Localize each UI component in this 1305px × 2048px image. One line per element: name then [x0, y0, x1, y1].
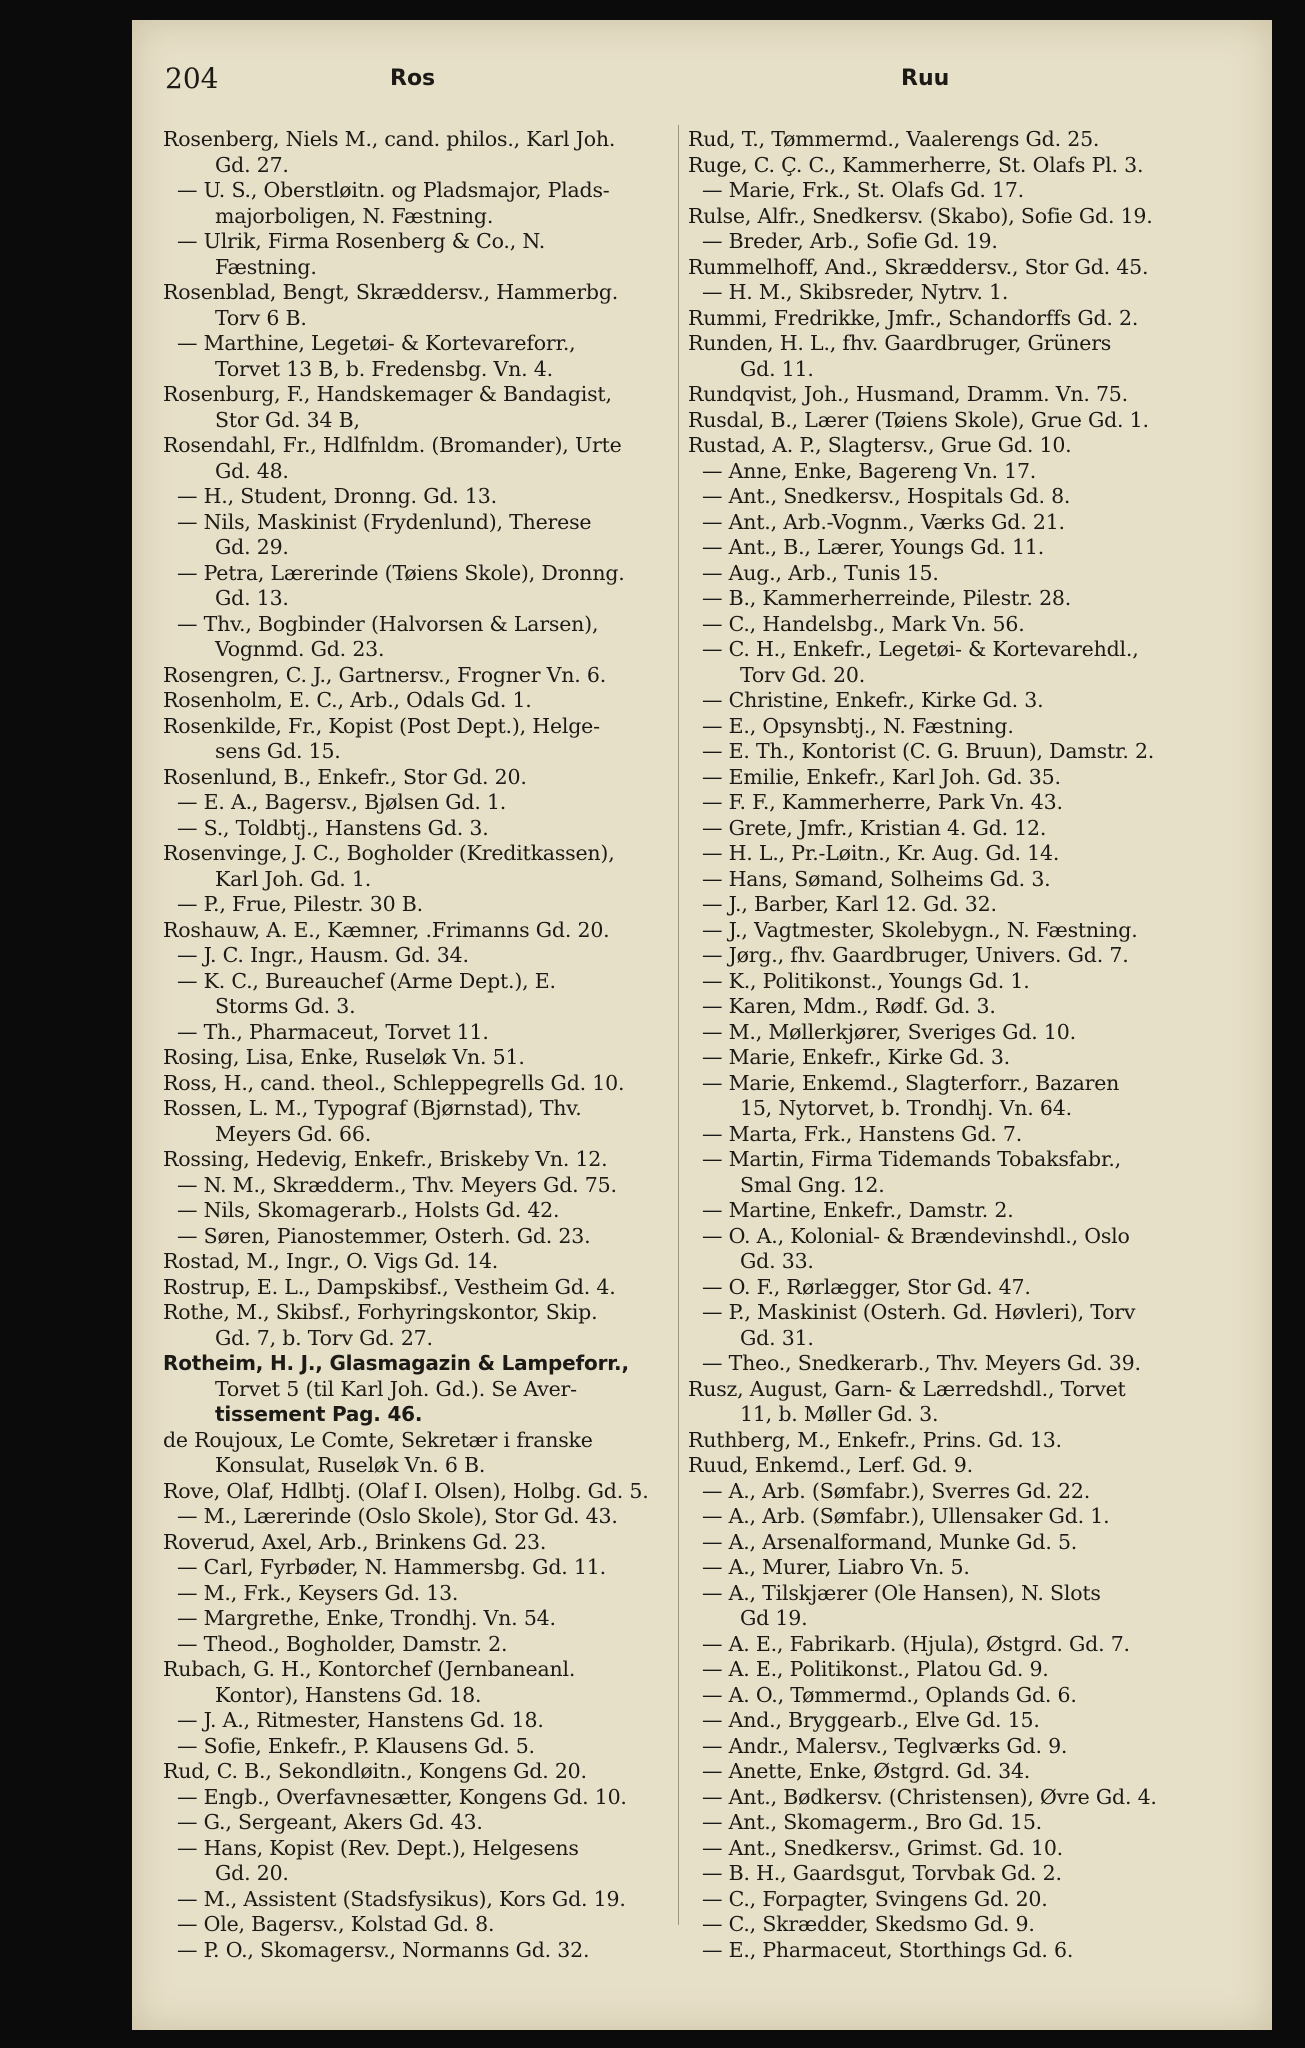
directory-line: — B. H., Gaardsgut, Torvbak Gd. 2.	[702, 1861, 1062, 1885]
directory-line: Torv 6 B.	[215, 305, 307, 330]
directory-line: tissement Pag. 46.	[215, 1402, 423, 1426]
directory-line: — Ant., Skomagerm., Bro Gd. 15.	[702, 1810, 1042, 1834]
directory-line: — Ant., Bødkersv. (Christensen), Øvre Gd. 4.	[702, 1784, 1157, 1809]
directory-line: — J., Vagtmester, Skolebygn., N. Fæstning.	[702, 917, 1138, 942]
directory-line: sens Gd. 15.	[215, 739, 341, 763]
directory-line: Rostrup, E. L., Dampskibsf., Vestheim Gd. 4.	[163, 1274, 616, 1299]
directory-line: — C., Handelsbg., Mark Vn. 56.	[702, 611, 1025, 636]
directory-line: — N. M., Skrædderm., Thv. Meyers Gd. 75.	[177, 1172, 617, 1197]
directory-line: — A. E., Politikonst., Platou Gd. 9.	[702, 1657, 1049, 1681]
directory-line: Gd 19.	[740, 1606, 808, 1630]
directory-line: — Petra, Lærerinde (Tøiens Skole), Dronng.	[177, 560, 625, 585]
left-column	[163, 127, 673, 1963]
directory-line: — G., Sergeant, Akers Gd. 43.	[177, 1810, 483, 1834]
directory-line: — C., Skrædder, Skedsmo Gd. 9.	[702, 1912, 1035, 1936]
directory-line: Rummi, Fredrikke, Jmfr., Schandorffs Gd. 2.	[688, 305, 1139, 330]
directory-line: Rothe, M., Skibsf., Forhyringskontor, Skip.	[163, 1300, 598, 1324]
directory-line: — J., Barber, Karl 12. Gd. 32.	[702, 892, 997, 916]
directory-line: Rosenberg, Niels M., cand. philos., Karl Joh.	[163, 127, 616, 151]
directory-line: Stor Gd. 34 B,	[215, 407, 360, 432]
directory-line: — K., Politikonst., Youngs Gd. 1.	[702, 968, 1030, 993]
directory-line: Ruud, Enkemd., Lerf. Gd. 9.	[688, 1453, 973, 1477]
directory-line: Rustad, A. P., Slagtersv., Grue Gd. 10.	[688, 433, 1072, 457]
directory-line: — Nils, Skomagerarb., Holsts Gd. 42.	[177, 1198, 560, 1222]
directory-line: Konsulat, Ruseløk Vn. 6 B.	[215, 1453, 486, 1477]
directory-line: Gd. 13.	[215, 586, 289, 610]
directory-line: Rosenlund, B., Enkefr., Stor Gd. 20.	[163, 764, 527, 789]
directory-line: Rundqvist, Joh., Husmand, Dramm. Vn. 75.	[688, 382, 1128, 406]
directory-line: — A., Arsenalformand, Munke Gd. 5.	[702, 1529, 1078, 1554]
directory-line: Gd. 27.	[215, 152, 289, 177]
directory-line: 11, b. Møller Gd. 3.	[740, 1402, 939, 1426]
directory-line: — J. A., Ritmester, Hanstens Gd. 18.	[177, 1708, 544, 1732]
directory-line: — C. H., Enkefr., Legetøi- & Kortevarehdl.,	[702, 637, 1139, 661]
directory-line: — A., Arb. (Sømfabr.), Sverres Gd. 22.	[702, 1478, 1091, 1503]
right-guide-word: Ruu	[901, 66, 950, 91]
directory-line: — Martin, Firma Tidemands Tobaksfabr.,	[702, 1147, 1121, 1171]
directory-line: — Margrethe, Enke, Trondhj. Vn. 54.	[177, 1606, 556, 1630]
directory-line: — P., Frue, Pilestr. 30 B.	[177, 892, 423, 916]
directory-line: Smal Gng. 12.	[740, 1172, 885, 1197]
directory-line: Ruthberg, M., Enkefr., Prins. Gd. 13.	[688, 1427, 1062, 1452]
directory-line: — H. M., Skibsreder, Nytrv. 1.	[702, 280, 1009, 304]
directory-line: — E., Opsynsbtj., N. Fæstning.	[702, 713, 1014, 738]
directory-line: — K. C., Bureauchef (Arme Dept.), E.	[177, 968, 556, 993]
directory-line: — Ant., Arb.-Vognm., Værks Gd. 21.	[702, 509, 1065, 534]
directory-line: Gd. 20.	[215, 1861, 289, 1885]
directory-line: Gd. 48.	[215, 458, 289, 483]
directory-line: — Søren, Pianostemmer, Osterh. Gd. 23.	[177, 1223, 591, 1248]
directory-line: Rosenblad, Bengt, Skræddersv., Hammerbg.	[163, 280, 619, 304]
directory-line: Rosenholm, E. C., Arb., Odals Gd. 1.	[163, 688, 532, 712]
directory-line: Rusdal, B., Lærer (Tøiens Skole), Grue Gd. 1.	[688, 407, 1149, 432]
directory-line: Gd. 11.	[740, 356, 814, 381]
directory-line: — S., Toldbtj., Hanstens Gd. 3.	[177, 815, 489, 840]
directory-line: — H., Student, Dronng. Gd. 13.	[177, 484, 497, 508]
directory-line: Torv Gd. 20.	[740, 662, 866, 687]
directory-line: — E. Th., Kontorist (C. G. Bruun), Damstr. 2.	[702, 739, 1155, 763]
directory-line: — J. C. Ingr., Hausm. Gd. 34.	[177, 943, 469, 967]
directory-line: Torvet 13 B, b. Fredensbg. Vn. 4.	[215, 356, 553, 381]
directory-line: Roverud, Axel, Arb., Brinkens Gd. 23.	[163, 1529, 547, 1554]
directory-line: Rossen, L. M., Typograf (Bjørnstad), Thv.	[163, 1096, 582, 1120]
directory-line: Vognmd. Gd. 23.	[215, 637, 385, 661]
directory-line: Rud, T., Tømmermd., Vaalerengs Gd. 25.	[688, 127, 1100, 151]
directory-line: Runden, H. L., fhv. Gaardbruger, Grüners	[688, 331, 1112, 355]
directory-line: — Anne, Enke, Bagereng Vn. 17.	[702, 458, 1037, 483]
directory-line: Roshauw, A. E., Kæmner, .Frimanns Gd. 20.	[163, 917, 610, 942]
directory-line: Meyers Gd. 66.	[215, 1121, 372, 1146]
directory-line: — U. S., Oberstløitn. og Pladsmajor, Plads-	[177, 178, 610, 202]
directory-line: — Marie, Frk., St. Olafs Gd. 17.	[702, 178, 1025, 202]
directory-line: Gd. 29.	[215, 535, 289, 559]
directory-line: Rossing, Hedevig, Enkefr., Briskeby Vn. 12.	[163, 1147, 608, 1171]
directory-line: — B., Kammerherreinde, Pilestr. 28.	[702, 586, 1072, 610]
directory-line: — Marthine, Legetøi- & Kortevareforr.,	[177, 331, 576, 355]
directory-line: Rosenkilde, Fr., Kopist (Post Dept.), Helge-	[163, 713, 600, 738]
directory-line: Karl Joh. Gd. 1.	[215, 866, 372, 891]
directory-line: — O. F., Rørlægger, Stor Gd. 47.	[702, 1274, 1031, 1299]
directory-line: — A. E., Fabrikarb. (Hjula), Østgrd. Gd. 7.	[702, 1631, 1130, 1656]
directory-line: majorboligen, N. Fæstning.	[215, 203, 494, 228]
directory-line: — Karen, Mdm., Rødf. Gd. 3.	[702, 994, 996, 1018]
directory-line: Gd. 33.	[740, 1249, 814, 1273]
directory-line: — Jørg., fhv. Gaardbruger, Univers. Gd. 7.	[702, 943, 1129, 967]
column-divider	[678, 125, 679, 1925]
directory-line: Rulse, Alfr., Snedkersv. (Skabo), Sofie Gd. 19.	[688, 203, 1153, 228]
directory-line: Rostad, M., Ingr., O. Vigs Gd. 14.	[163, 1249, 499, 1273]
directory-line: — A., Murer, Liabro Vn. 5.	[702, 1555, 970, 1579]
directory-line: — Carl, Fyrbøder, N. Hammersbg. Gd. 11.	[177, 1555, 606, 1579]
directory-line: Torvet 5 (til Karl Joh. Gd.). Se Aver-	[215, 1376, 577, 1401]
directory-line: — A., Tilskjærer (Ole Hansen), N. Slots	[702, 1580, 1101, 1605]
directory-line: — Nils, Maskinist (Frydenlund), Therese	[177, 509, 592, 534]
page-number: 204	[165, 62, 219, 95]
directory-line: — Marie, Enkemd., Slagterforr., Bazaren	[702, 1070, 1120, 1095]
directory-line: — M., Assistent (Stadsfysikus), Kors Gd. 19.	[177, 1886, 626, 1911]
directory-line: — Ant., B., Lærer, Youngs Gd. 11.	[702, 535, 1045, 559]
directory-line: — Ulrik, Firma Rosenberg & Co., N.	[177, 229, 546, 253]
directory-line: Rotheim, H. J., Glasmagazin & Lampeforr.,	[163, 1351, 629, 1375]
directory-line: — O. A., Kolonial- & Brændevinshdl., Oslo	[702, 1223, 1130, 1248]
directory-line: — Sofie, Enkefr., P. Klausens Gd. 5.	[177, 1733, 535, 1758]
directory-line: Rosengren, C. J., Gartnersv., Frogner Vn. 6.	[163, 662, 607, 687]
directory-line: — M., Frk., Keysers Gd. 13.	[177, 1580, 459, 1605]
directory-line: — Ant., Snedkersv., Grimst. Gd. 10.	[702, 1835, 1063, 1860]
directory-line: — Hans, Sømand, Solheims Gd. 3.	[702, 866, 1051, 891]
right-column	[688, 127, 1198, 1963]
directory-line: — A. O., Tømmermd., Oplands Gd. 6.	[702, 1682, 1077, 1707]
directory-line: Rosenvinge, J. C., Bogholder (Kreditkassen),	[163, 841, 615, 865]
directory-line: — Theo., Snedkerarb., Thv. Meyers Gd. 39.	[702, 1351, 1141, 1375]
directory-line: — Grete, Jmfr., Kristian 4. Gd. 12.	[702, 815, 1047, 840]
directory-line: — Marta, Frk., Hanstens Gd. 7.	[702, 1121, 1023, 1146]
directory-line: — Marie, Enkefr., Kirke Gd. 3.	[702, 1045, 1010, 1069]
directory-line: — E. A., Bagersv., Bjølsen Gd. 1.	[177, 790, 507, 814]
directory-line: — Breder, Arb., Sofie Gd. 19.	[702, 229, 998, 253]
directory-line: Storms Gd. 3.	[215, 994, 356, 1018]
directory-line: Rud, C. B., Sekondløitn., Kongens Gd. 20.	[163, 1759, 587, 1783]
directory-line: — Th., Pharmaceut, Torvet 11.	[177, 1019, 489, 1044]
directory-line: — Ant., Snedkersv., Hospitals Gd. 8.	[702, 484, 1071, 508]
left-guide-word: Ros	[390, 66, 436, 91]
directory-line: — Emilie, Enkefr., Karl Joh. Gd. 35.	[702, 764, 1061, 789]
directory-line: Rosing, Lisa, Enke, Ruseløk Vn. 51.	[163, 1045, 525, 1069]
directory-line: Rosenburg, F., Handskemager & Bandagist,	[163, 382, 612, 406]
directory-line: 15, Nytorvet, b. Trondhj. Vn. 64.	[740, 1096, 1072, 1120]
directory-line: — A., Arb. (Sømfabr.), Ullensaker Gd. 1.	[702, 1504, 1110, 1528]
page-header	[165, 62, 1195, 102]
directory-line: — Anette, Enke, Østgrd. Gd. 34.	[702, 1759, 1031, 1783]
directory-line: Fæstning.	[215, 254, 317, 279]
directory-line: — M., Møllerkjører, Sveriges Gd. 10.	[702, 1019, 1076, 1044]
directory-line: — Engb., Overfavnesætter, Kongens Gd. 10.	[177, 1784, 627, 1809]
directory-line: — P., Maskinist (Osterh. Gd. Høvleri), Torv	[702, 1300, 1136, 1324]
directory-line: Ruge, C. Ç. C., Kammerherre, St. Olafs Pl. 3.	[688, 152, 1144, 177]
directory-line: Rosendahl, Fr., Hdlfnldm. (Bromander), Urte	[163, 433, 622, 457]
directory-line: — Theod., Bogholder, Damstr. 2.	[177, 1631, 508, 1656]
directory-line: — And., Bryggearb., Elve Gd. 15.	[702, 1708, 1040, 1732]
directory-line: Rusz, August, Garn- & Lærredshdl., Torvet	[688, 1376, 1126, 1401]
directory-line: Rubach, G. H., Kontorchef (Jernbaneanl.	[163, 1657, 576, 1681]
directory-line: — Christine, Enkefr., Kirke Gd. 3.	[702, 688, 1044, 712]
directory-line: — Ole, Bagersv., Kolstad Gd. 8.	[177, 1912, 495, 1936]
directory-line: — Aug., Arb., Tunis 15.	[702, 560, 939, 585]
directory-line: — F. F., Kammerherre, Park Vn. 43.	[702, 790, 1063, 814]
directory-line: — Thv., Bogbinder (Halvorsen & Larsen),	[177, 611, 599, 636]
directory-line: — C., Forpagter, Svingens Gd. 20.	[702, 1886, 1048, 1911]
directory-line: — H. L., Pr.-Løitn., Kr. Aug. Gd. 14.	[702, 841, 1060, 865]
directory-line: — E., Pharmaceut, Storthings Gd. 6.	[702, 1937, 1074, 1962]
directory-line: — Hans, Kopist (Rev. Dept.), Helgesens	[177, 1835, 579, 1860]
directory-line: Kontor), Hanstens Gd. 18.	[215, 1682, 482, 1707]
directory-line: — P. O., Skomagersv., Normanns Gd. 32.	[177, 1937, 590, 1962]
directory-line: — Andr., Malersv., Teglværks Gd. 9.	[702, 1733, 1068, 1758]
directory-line: Ross, H., cand. theol., Schleppegrells Gd. 10.	[163, 1070, 625, 1095]
directory-line: Gd. 31.	[740, 1325, 814, 1350]
directory-line: — M., Lærerinde (Oslo Skole), Stor Gd. 43.	[177, 1504, 618, 1528]
directory-line: Rummelhoff, And., Skræddersv., Stor Gd. 45.	[688, 254, 1149, 279]
directory-line: Rove, Olaf, Hdlbtj. (Olaf I. Olsen), Holbg. Gd. 5.	[163, 1478, 649, 1503]
directory-line: Gd. 7, b. Torv Gd. 27.	[215, 1325, 433, 1350]
directory-line: — Martine, Enkefr., Damstr. 2.	[702, 1198, 1014, 1222]
directory-line: de Roujoux, Le Comte, Sekretær i franske	[163, 1427, 593, 1452]
